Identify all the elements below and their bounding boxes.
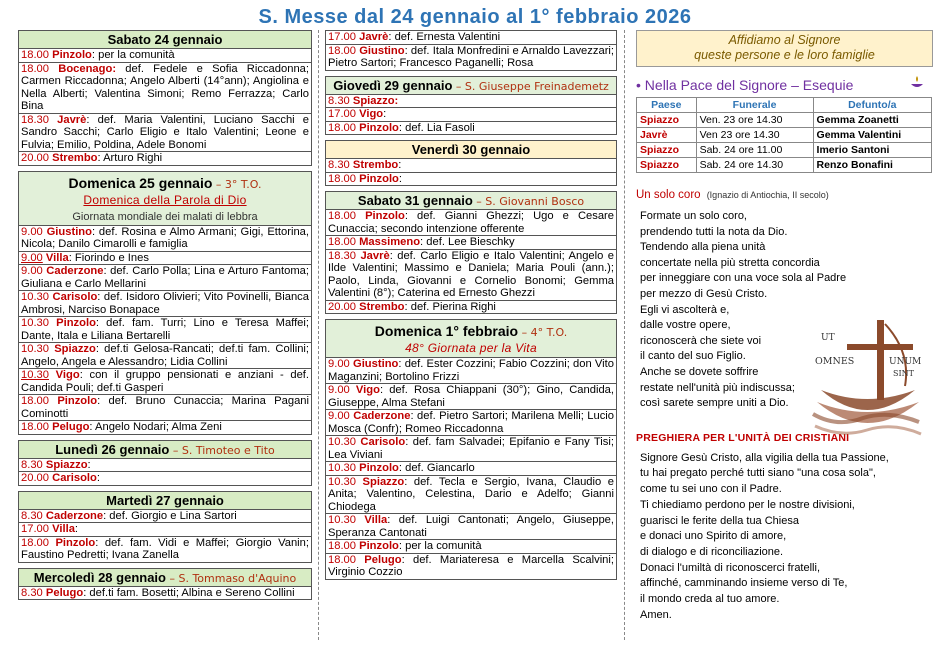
prayer-heading: PREGHIERA PER L'UNITÀ DEI CRISTIANI — [636, 431, 850, 444]
day-heading: Venerdì 30 gennaio — [326, 141, 616, 159]
mass-entry: 8.30 Spiazzo: — [326, 95, 616, 109]
day-block-wed28 — [18, 568, 312, 601]
day-block-sun1 — [325, 319, 617, 580]
day-block-mon26 — [18, 440, 312, 486]
mass-entry: 18.00 Pinzolo: def. Bruno Cunaccia; Marina Pagani Cominotti — [21, 395, 310, 420]
mass-entry: 9.00 Caderzone: def. Pietro Sartori; Marilena Melli; Lucio Mosca (Confr); Romeo Riccadonna — [328, 410, 614, 435]
mass-entry: 10.30 Vigo: con il gruppo pensionati e anziani - def. Candida Pouli; def.ti Gasperi — [21, 369, 310, 394]
day-heading: Lunedì 26 gennaio – S. Timoteo e Tito — [19, 441, 311, 459]
column-separator — [318, 30, 319, 640]
prayer-text: Signore Gesù Cristo, alla vigilia della tua Passione, tu hai pregato perché tutti siano "una cosa sola", come tu sei uno con il Padre. Ti chiediamo perdono per le nostre divisioni, guarisci le ferite della tua Chiesa e donaci uno Spirito di amore, di dialogo e di riconciliazione. Donaci l'umiltà di riconoscerci fratelli, affinché, camminando insieme verso di Te, il mondo creda al tuo amore. Amen. — [640, 451, 889, 621]
page-title: S. Messe dal 24 gennaio al 1° febbraio 2026 — [258, 6, 692, 28]
table-header-row: Paese Funerale Defunto/a — [637, 98, 932, 113]
mass-entry: 9.00 Giustino: def. Rosina e Almo Armani; Gigi, Ettorina, Nicola; Danilo Cimarolli e famiglia — [21, 225, 309, 250]
mass-entry: 20.00 Strembo: Arturo Righi — [21, 152, 163, 164]
mass-entry: 9.00 Caderzone: def. Carlo Polla; Lina e Arturo Fantoma; Giuliana e Carlo Mellarini — [21, 265, 309, 290]
mass-entry: 10.30 Villa: def. Luigi Cantonati; Angelo, Giuseppe, Speranza Cantonati — [328, 514, 615, 539]
mass-entry: 10.30 Spiazzo: def.ti Gelosa-Rancati; def.ti fam. Collini; Angelo, Angela e Alessandro; Lidia Collini — [21, 343, 310, 368]
mass-entry: 17.00 Villa: — [19, 523, 311, 537]
mass-entry: 10.30 Pinzolo: def. fam. Turri; Lino e Teresa Maffei; Dante, Itala e Liliana Bertarelli — [21, 317, 309, 342]
mass-entry: 18.00 Pinzolo: per la comunità — [19, 49, 311, 63]
funerals-heading: • Nella Pace del Signore – Esequie — [636, 77, 933, 95]
mass-entry: 10.30 Spiazzo: def. Tecla e Sergio, Ivana, Claudio e Anita; Valentino, Celestina, Dario e Adelfo; Gianni Chiodega — [328, 475, 614, 513]
table-row: Spiazzo Ven. 23 ore 14.30 Gemma Zoanetti — [637, 113, 932, 128]
day-block-wed28-cont — [325, 30, 617, 71]
mass-entry: 20.00 Strembo: def. Pierina Righi — [328, 300, 496, 313]
mass-entry: 18.00 Bocenago: def. Fedele e Sofia Riccadonna; Carmen Riccadonna; Angelo Alberti (14°ann); Angiolina e Nella Alberti; Valentina Simoni; Remo Ferrazza; Carlo Bina — [21, 62, 309, 112]
poem-heading: Un solo coro (Ignazio di Antiochia, II secolo) — [636, 189, 829, 201]
day-block-sat31 — [325, 191, 617, 314]
day-heading: Giovedì 29 gennaio – S. Giuseppe Freinademetz — [326, 77, 616, 95]
mass-entry: 20.00 Carisolo: — [21, 472, 100, 484]
day-block-thu29 — [325, 76, 617, 136]
mass-entry: 18.00 Pinzolo: def. Lia Fasoli — [328, 121, 475, 134]
mass-entry: 8.30 Spiazzo: — [19, 459, 311, 473]
schedule-column-1 — [18, 30, 312, 605]
mass-entry: 18.00 Pinzolo: — [328, 172, 402, 185]
mass-entry: 10.30 Carisolo: def. fam Salvadei; Epifanio e Fany Tisi; Lea Viviani — [328, 436, 614, 461]
mass-entry: 8.30 Strembo: — [326, 159, 616, 173]
table-row: Javrè Ven 23 ore 14.30 Gemma Valentini — [637, 128, 932, 143]
table-row: Spiazzo Sab. 24 ore 14.30 Renzo Bonafini — [637, 158, 932, 173]
poem-text: Formate un solo coro, prendendo tutti la nota da Dio. Tendendo alla piena unità concertate nella più stretta concordia per inneggiare con una voce sola al Padre per mezzo di Gesù Cristo. Egli vi ascolterà e, dalle vostre opere, riconoscerà che siete voi il canto del suo Figlio. Anche se dovete soffrire restate nell'unità più indiscussa; così sarete sempre uniti a Dio. — [640, 210, 847, 410]
mass-entry: 10.30 Pinzolo: def. Giancarlo — [326, 462, 616, 476]
mass-entry: 18.00 Pelugo: def. Mariateresa e Marcella Scalvini; Virginio Cozzio — [328, 553, 614, 578]
mass-entry: 18.00 Giustino: def. Itala Monfredini e Arnaldo Lavezzari; Pietro Sartori; Francesco Paganelli; Rosa — [328, 44, 615, 69]
mass-entry: 8.30 Caderzone: def. Giorgio e Lina Sartori — [19, 510, 311, 524]
day-heading: Mercoledì 28 gennaio – S. Tommaso d'Aquino — [19, 569, 311, 587]
column-separator — [624, 30, 625, 640]
mass-entry: 18.30 Javrè: def. Carlo Eligio e Italo Valentini; Angelo e Ilde Valentini; Massimo e Daniela; Maria Pouli (ann.); Paolo, Linda, Giovanni e Cornelio Bonomi; Gemma Valentini (8°); Caterina ed Ernesto Ghezzi — [328, 249, 615, 299]
mass-entry: 9.00 Villa: Fiorindo e Ines — [19, 252, 311, 266]
mass-entry: 18.00 Pinzolo: def. fam. Vidi e Maffei; Giorgio Vanin; Faustino Pedretti; Ivana Zanella — [21, 536, 309, 561]
mass-entry: 17.00 Vigo: — [326, 108, 616, 122]
day-heading: Domenica 1° febbraio – 4° T.O. 48° Giornata per la Vita — [326, 320, 616, 358]
mass-entry: 10.30 Carisolo: def. Isidoro Olivieri; Vito Povinelli, Bianca Ambrosi, Narciso Bonapace — [21, 291, 309, 316]
day-block-sun25 — [18, 171, 312, 435]
mass-entry: 18.00 Massimeno: def. Lee Bieschky — [326, 236, 616, 250]
schedule-column-2 — [325, 30, 617, 585]
oil-lamp-icon — [909, 73, 925, 91]
day-block-tue27 — [18, 491, 312, 563]
day-block-fri30 — [325, 140, 617, 186]
svg-text:UNUM: UNUM — [889, 357, 922, 367]
mass-entry: 18.00 Pinzolo: per la comunità — [326, 540, 616, 554]
day-heading: Martedì 27 gennaio — [19, 492, 311, 510]
day-heading: Sabato 31 gennaio – S. Giovanni Bosco — [326, 192, 616, 210]
mass-entry: 9.00 Giustino: def. Ester Cozzini; Fabio Cozzini; don Vito Maganzini; Bortolino Frizzi — [328, 358, 615, 383]
affidiamo-banner: Affidiamo al Signore queste persone e le loro famiglie — [636, 30, 933, 67]
table-row: Spiazzo Sab. 24 ore 11.00 Imerio Santoni — [637, 143, 932, 158]
mass-entry: 8.30 Pelugo: def.ti fam. Bosetti; Albina e Sereno Collini — [21, 586, 295, 599]
day-heading: Domenica 25 gennaio – 3° T.O. Domenica della Parola di Dio Giornata mondiale dei malati di lebbra — [19, 172, 311, 226]
mass-entry: 9.00 Vigo: def. Rosa Chiappani (30°); Gino, Candida, Giuseppe, Alma Stefani — [328, 384, 615, 409]
mass-entry: 18.30 Javrè: def. Maria Valentini, Luciano Sacchi e Sandro Sacchi; Carlo Eligio e Italo Valentini; Leone e Fulvia; Emilio, Poldina, Adele Bonomi — [21, 113, 310, 151]
funerals-table — [636, 97, 932, 173]
svg-text:OMNES: OMNES — [815, 356, 855, 367]
mass-entry: 18.00 Pinzolo: def. Gianni Ghezzi; Ugo e Cesare Cunaccia; secondo intenzione offerente — [328, 210, 615, 235]
day-heading: Sabato 24 gennaio — [19, 31, 311, 49]
svg-text:UT: UT — [821, 333, 835, 343]
mass-entry: 18.00 Pelugo: Angelo Nodari; Alma Zeni — [21, 421, 222, 433]
day-block-sat24 — [18, 30, 312, 166]
mass-entry: 17.00 Javrè: def. Ernesta Valentini — [326, 31, 616, 45]
ecumenical-boat-emblem — [807, 318, 925, 446]
svg-text:SINT: SINT — [893, 369, 914, 378]
